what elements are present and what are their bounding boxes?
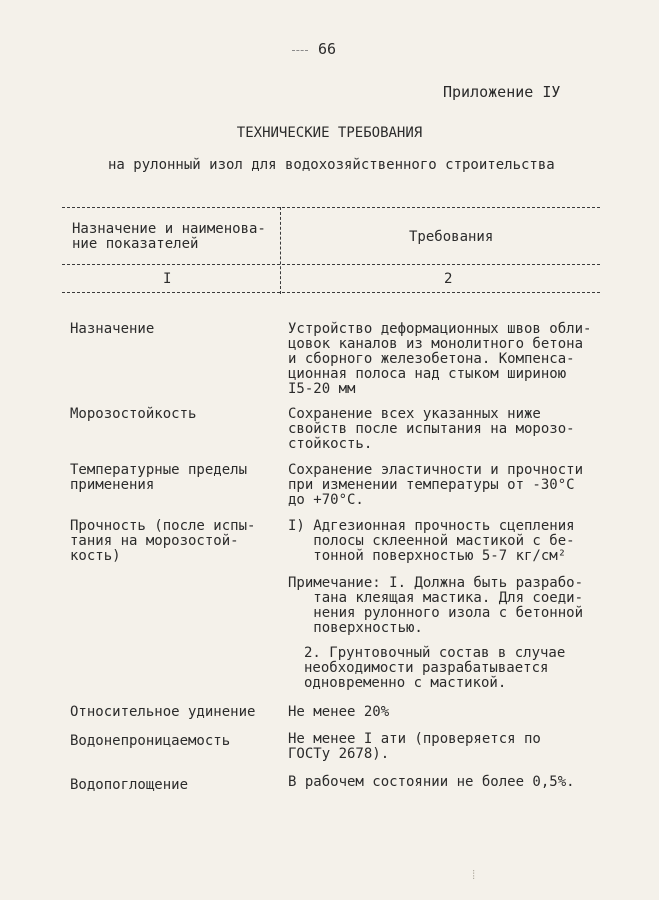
document-subtitle: на рулонный изол для водохозяйственного строительства — [108, 157, 555, 173]
binding-mark: ⁞ — [470, 868, 478, 882]
table-column-divider — [280, 207, 281, 294]
row-value-strength: I) Адгезионная прочность сцепления полосы склеенной мастикой с бе- тонной поверхностью 5-7 кг/см² — [288, 518, 575, 564]
document-title: ТЕХНИЧЕСКИЕ ТРЕБОВАНИЯ — [236, 125, 423, 141]
row-value-water-resistance: Не менее I ати (проверяется по ГОСТу 2678). — [288, 731, 541, 762]
appendix-label: Приложение IУ — [443, 83, 561, 101]
row-label-strength: Прочность (после испы- тания на морозостой- кость) — [70, 518, 256, 564]
table-col1-number: I — [163, 271, 172, 287]
table-header-rule — [62, 264, 600, 265]
row-value-temperature-limits: Сохранение эластичности и прочности при изменении температуры от -30°С до +70°С. — [288, 462, 584, 508]
row-label-water-absorption: Водопоглощение — [70, 777, 189, 793]
row-label-purpose: Назначение — [70, 321, 155, 337]
row-label-temperature-limits: Температурные пределы применения — [70, 462, 248, 493]
row-value-elongation: Не менее 20% — [288, 704, 390, 720]
page-number-mark — [292, 50, 308, 51]
row-value-water-absorption: В рабочем состоянии не более 0,5%. — [288, 774, 575, 790]
row-note-strength: Примечание: I. Должна быть разрабо- тана клеящая мастика. Для соеди- нения рулонного изола с бетонной поверхностью. — [288, 575, 584, 636]
table-number-rule — [62, 292, 600, 293]
table-top-rule — [62, 207, 600, 208]
row-value-frost-resistance: Сохранение всех указанных ниже свойств после испытания на морозо- стойкость. — [288, 406, 575, 452]
row-note2-strength: 2. Грунтовочный состав в случае необходимости разрабатывается одновременно с мастикой. — [304, 645, 566, 691]
table-header-col2: Требования — [409, 229, 494, 245]
table-header-col1: Назначение и наименова- ние показателей — [72, 221, 266, 252]
row-label-frost-resistance: Морозостойкость — [70, 406, 197, 422]
table-col2-number: 2 — [444, 271, 453, 287]
row-label-water-resistance: Водонепроницаемость — [70, 733, 231, 749]
row-value-purpose: Устройство деформационных швов обли- цовок каналов из монолитного бетона и сборного железобетона. Компенса- ционная полоса над стыком шириною I5-20 мм — [288, 321, 592, 397]
row-label-elongation: Относительное удинение — [70, 704, 256, 720]
page-number: 66 — [318, 40, 337, 58]
